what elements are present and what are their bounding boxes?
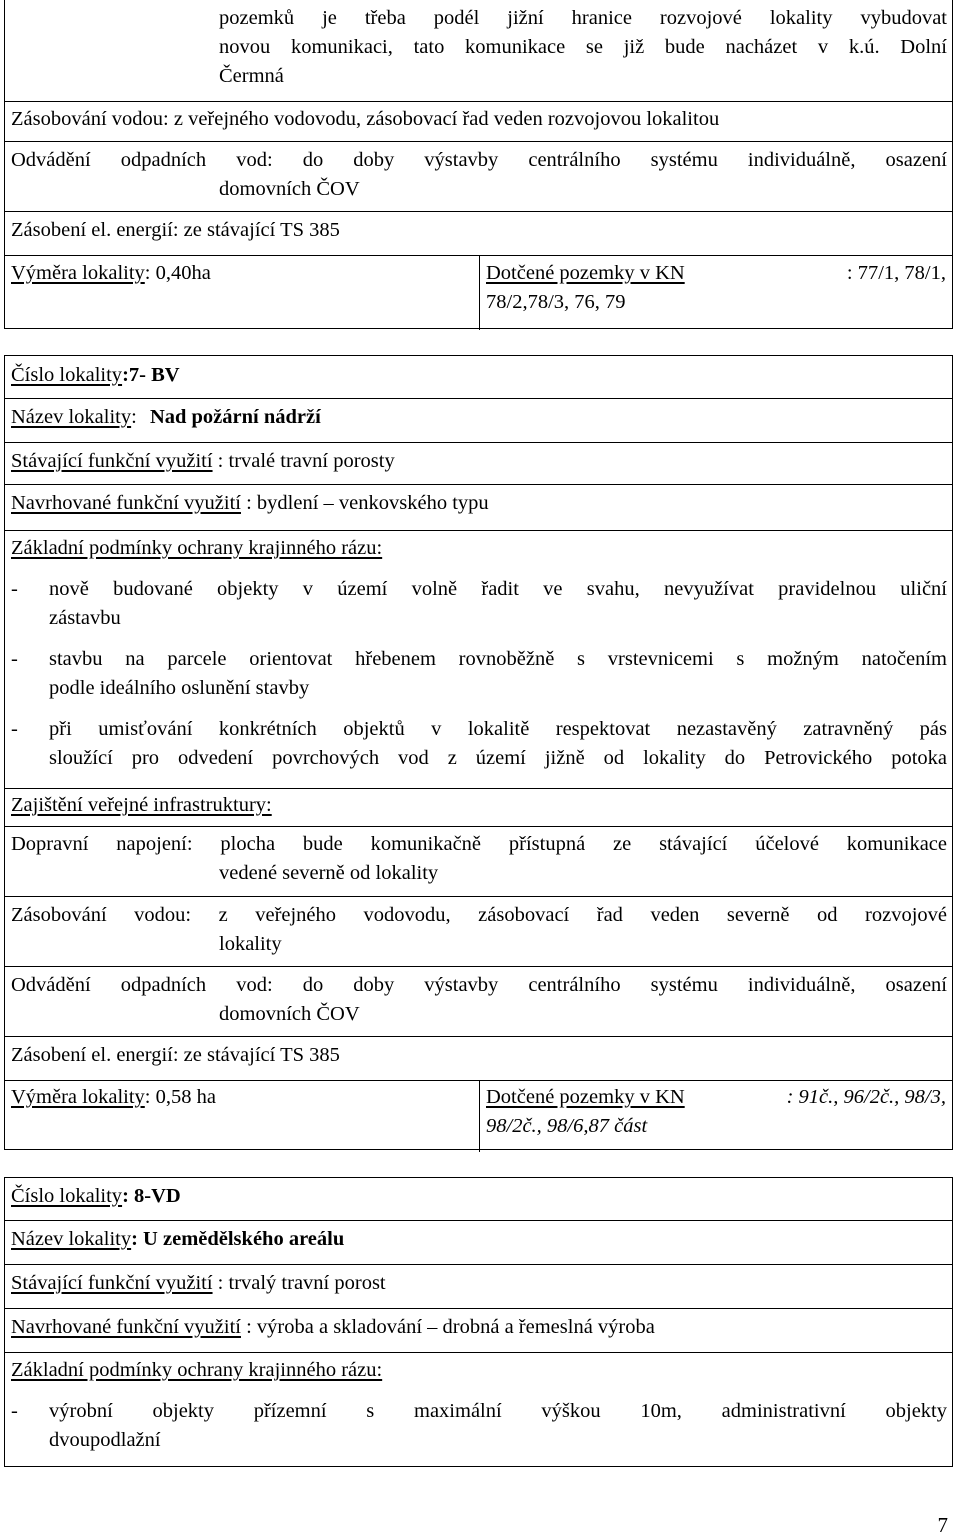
locality-6-table xyxy=(4,0,953,329)
nazev-label: Název lokality xyxy=(11,406,132,428)
dotcene-label: Dotčené pozemky v KN xyxy=(486,1086,685,1108)
dotcene-label: Dotčené pozemky v KN xyxy=(486,262,685,284)
vymera-row xyxy=(5,1080,952,1152)
dopravni-line-2: novou komunikaci, tato komunikace se již bude nacházet v k.ú. Dolní xyxy=(219,36,947,58)
nazev-row xyxy=(5,398,952,443)
cislo-cell xyxy=(11,1182,181,1211)
dotcene-line-1 xyxy=(486,259,946,288)
navrhovane-cell xyxy=(11,489,489,518)
cislo-cell xyxy=(11,361,180,390)
vymera-value: : 0,40ha xyxy=(144,262,211,284)
locality-7-table xyxy=(4,355,953,1150)
bullet-dash: - xyxy=(11,648,18,670)
cislo-label: Číslo lokality xyxy=(11,1185,123,1207)
bullet-1-line-1: výrobní objekty přízemní s maximální výškou 10m, administrativní objekty xyxy=(49,1400,947,1422)
bullet-dash: - xyxy=(11,718,18,740)
vymera-value: : 0,58 ha xyxy=(144,1086,216,1108)
navrhovane-row xyxy=(5,484,952,531)
zasobovani-vodou-row xyxy=(5,101,952,142)
bullet-2-line-2: podle ideálního oslunění stavby xyxy=(49,677,310,699)
cislo-value: :7- BV xyxy=(122,364,180,386)
dotcene-line-1 xyxy=(486,1083,946,1112)
bullet-1-line-1: nově budované objekty v území volně řadit ve svahu, nevyužívat pravidelnou uliční xyxy=(49,578,947,600)
dopravni-napojeni-row xyxy=(5,0,952,101)
odvadeni-line-1: Odvádění odpadních vod: do doby výstavby centrálního systému individuálně, osazení xyxy=(11,974,947,996)
nazev-cell xyxy=(11,1225,344,1254)
stavajici-row xyxy=(5,1264,952,1309)
zakladni-label: Základní podmínky ochrany krajinného rázu: xyxy=(11,537,383,559)
stavajici-value: : trvalý travní porost xyxy=(217,1272,386,1294)
navrhovane-row xyxy=(5,1308,952,1353)
dotcene-value-1: : 77/1, 78/1, xyxy=(846,262,946,284)
nazev-value: : U zemědělského areálu xyxy=(131,1228,345,1250)
zajisteni-row xyxy=(5,788,952,827)
dotcene-line-2: 78/2,78/3, 76, 79 xyxy=(486,291,626,313)
dopravni-line-3: Čermná xyxy=(219,65,284,87)
navrhovane-label: Navrhované funkční využití xyxy=(11,1316,241,1338)
vymera-label: Výměra lokality xyxy=(11,1086,145,1108)
bullet-2-line-1: stavbu na parcele orientovat hřebenem rovnoběžně s vrstevnicemi s možným natočením xyxy=(49,648,947,670)
odvadeni-line-2: domovních ČOV xyxy=(219,1003,360,1025)
stavajici-label: Stávající funkční využití xyxy=(11,1272,213,1294)
cislo-label: Číslo lokality xyxy=(11,364,123,386)
zakladni-label: Základní podmínky ochrany krajinného rázu: xyxy=(11,1359,383,1381)
cislo-row xyxy=(5,1178,952,1220)
cislo-value: : 8-VD xyxy=(122,1185,181,1207)
vymera-label: Výměra lokality xyxy=(11,262,145,284)
stavajici-label: Stávající funkční využití xyxy=(11,450,213,472)
zakladni-row xyxy=(5,1352,952,1469)
dotcene-value-1: : 91č., 96/2č., 98/3, xyxy=(786,1086,946,1108)
nazev-value: Nad požární nádrží xyxy=(149,406,321,428)
navrhovane-cell xyxy=(11,1313,655,1342)
nazev-sep: : xyxy=(131,406,137,428)
stavajici-row xyxy=(5,442,952,485)
bullet-1-line-2: zástavbu xyxy=(49,607,121,629)
dopravni-line-1: Dopravní napojení: plocha bude komunikačně přístupná ze stávající účelové komunikace xyxy=(11,833,947,855)
cislo-row xyxy=(5,356,952,398)
zasobeni-el-row xyxy=(5,211,952,256)
bullet-dash: - xyxy=(11,1400,18,1422)
odvadeni-line-1: Odvádění odpadních vod: do doby výstavby centrálního systému individuálně, osazení xyxy=(11,149,947,171)
nazev-row xyxy=(5,1220,952,1265)
nazev-cell xyxy=(11,403,321,432)
odvadeni-row xyxy=(5,141,952,212)
dopravni-line-2: vedené severně od lokality xyxy=(219,862,439,884)
stavajici-cell xyxy=(11,1269,386,1298)
navrhovane-value: : výroba a skladování – drobná a řemeslná výroba xyxy=(246,1316,655,1338)
zasobeni-el-text: Zásobení el. energií: ze stávající TS 385 xyxy=(11,1044,340,1066)
odvadeni-line-2: domovních ČOV xyxy=(219,178,360,200)
bullet-1-line-2: dvoupodlažní xyxy=(49,1429,161,1451)
navrhovane-value: : bydlení – venkovského typu xyxy=(246,492,489,514)
nazev-label: Název lokality xyxy=(11,1228,132,1250)
dotcene-line-2: 98/2č., 98/6,87 část xyxy=(486,1115,648,1137)
column-divider xyxy=(479,1081,480,1152)
bullet-dash: - xyxy=(11,578,18,600)
vymera-row xyxy=(5,255,952,330)
zasobovani-vodou-text: Zásobování vodou: z veřejného vodovodu, zásobovací řad veden rozvojovou lokalitou xyxy=(11,108,720,130)
vymera-cell xyxy=(11,1083,216,1112)
zasobovani-row xyxy=(5,896,952,967)
bullet-3-line-1: při umisťování konkrétních objektů v lokalitě respektovat nezastavěný zatravněný pás xyxy=(49,718,947,740)
column-divider xyxy=(479,256,480,330)
zakladni-row xyxy=(5,530,952,789)
locality-8-table xyxy=(4,1177,953,1467)
stavajici-cell xyxy=(11,447,395,476)
dopravni-line-1: pozemků je třeba podél jižní hranice rozvojové lokality vybudovat xyxy=(219,7,947,29)
bullet-3-line-2: sloužící pro odvedení povrchových vod z území jižně od lokality do Petrovického potoka xyxy=(49,747,947,769)
page-number: 7 xyxy=(937,1513,948,1537)
zasobeni-el-text: Zásobení el. energií: ze stávající TS 385 xyxy=(11,219,340,241)
odvadeni-row xyxy=(5,966,952,1037)
zasobovani-line-1: Zásobování vodou: z veřejného vodovodu, zásobovací řad veden severně od rozvojové xyxy=(11,904,947,926)
vymera-cell xyxy=(11,259,211,288)
zasobeni-el-row xyxy=(5,1036,952,1081)
dopravni-row xyxy=(5,826,952,897)
stavajici-value: : trvalé travní porosty xyxy=(217,450,395,472)
zajisteni-label: Zajištění veřejné infrastruktury: xyxy=(11,794,272,816)
navrhovane-label: Navrhované funkční využití xyxy=(11,492,241,514)
zasobovani-line-2: lokality xyxy=(219,933,282,955)
